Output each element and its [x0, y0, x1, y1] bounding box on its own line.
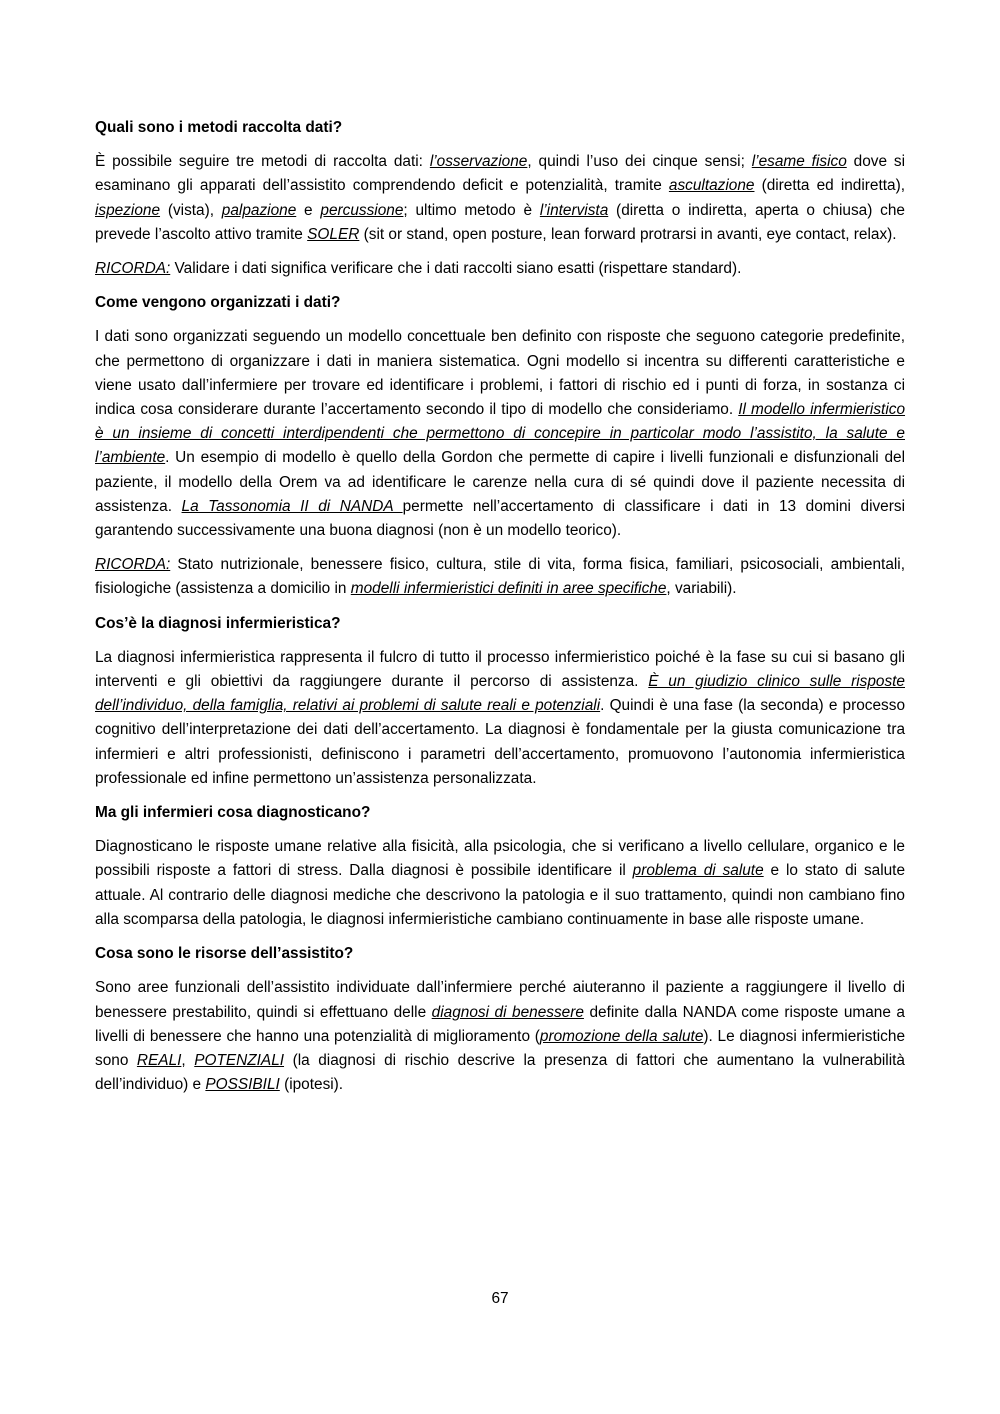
text-run: ). Le diagnosi infermieristiche sono — [95, 1027, 906, 1069]
text-run: , — [181, 1051, 195, 1069]
emphasized-text: palpazione — [221, 201, 297, 219]
section-heading: Ma gli infermieri cosa diagnosticano? — [95, 804, 371, 822]
text-run: (diretta o indiretta, aperta o chiusa) che prevede l’ascolto attivo tramite — [95, 201, 905, 243]
text-run: Validare i dati significa verificare che i dati raccolti siano esatti (rispettare standard). — [170, 260, 742, 278]
text-run: (sit or stand, open posture, lean forward protrarsi in avanti, eye contact, relax). — [359, 225, 897, 243]
emphasized-text: ispezione — [95, 201, 161, 219]
paragraph — [95, 646, 905, 791]
text-run: (ipotesi). — [279, 1076, 344, 1094]
document-body — [95, 116, 905, 1107]
emphasized-text: RICORDA: — [95, 556, 171, 574]
emphasized-text: POSSIBILI — [205, 1076, 280, 1094]
text-run: , variabili). — [666, 580, 737, 598]
text-run: . Un esempio di modello è quello della Gordon che permette di capire i livelli funzionali e disfunzionali del paziente, il modello della Orem va ad identificare le carenze nella cura di sé quindi dove il paziente necessita di assistenza. — [95, 449, 905, 515]
emphasized-text: POTENZIALI — [194, 1051, 285, 1069]
text-run: permette nell’accertamento di classificare i dati in 13 domini diversi garantendo successivamente una buona diagnosi (non è un modello teorico). — [95, 497, 905, 540]
emphasized-text: modelli infermieristici definiti in aree specifiche — [350, 580, 667, 598]
section-heading: Come vengono organizzati i dati? — [95, 294, 341, 312]
text-run: Diagnosticano le risposte umane relative alla fisicità, alla psicologia, che si verificano a livello cellulare, organico e le possibili risposte a fattori di stress. Dalla diagnosi è possibile identificare il — [95, 838, 905, 880]
text-run: (diretta ed indiretta), — [754, 177, 905, 195]
text-run: (vista), — [160, 201, 222, 219]
paragraph — [95, 257, 905, 281]
section-heading: Cos’è la diagnosi infermieristica? — [95, 614, 341, 632]
emphasized-text: ascultazione — [668, 177, 755, 195]
emphasized-text: l’osservazione — [429, 153, 528, 171]
emphasized-text: Il modello infermieristico è un insieme di concetti interdipendenti che permettono di concepire in particolar modo l’assistito, la salute e l’ambiente — [95, 401, 906, 467]
emphasized-text: l’esame fisico — [751, 153, 847, 171]
text-run: È possibile seguire tre metodi di raccolta dati: — [95, 153, 430, 171]
text-run: I dati sono organizzati seguendo un modello concettuale ben definito con risposte che seguono categorie predefinite, che permettono di organizzare i dati in maniera sistematica. Ogni modello si incentra su differenti caratteristiche e viene usato dall’infermiere per trovare ed identificare i problemi, i fattori di rischio ed i punti di forza, in sostanza ci indica cosa considerare durante l’accertamento secondo il tipo di modello che consideriamo. — [95, 328, 905, 419]
emphasized-text: RICORDA: — [95, 260, 171, 278]
text-run: . Quindi è una fase (la seconda) e processo cognitivo dell’interpretazione dei dati dell’accertamento. La diagnosi è fondamentale per la giusta comunicazione tra infermieri e altri professionisti, definiscono i parametri dell’accertamento, promuovono l’autonomia infermieristica professionale ed infine permettono un’assistenza personalizzata. — [95, 697, 905, 787]
emphasized-text: promozione della salute — [539, 1027, 704, 1045]
text-run: , quindi l’uso dei cinque sensi; — [527, 153, 752, 171]
emphasized-text: È un giudizio clinico sulle risposte dell’individuo, della famiglia, relativi ai problemi di salute reali e potenziali — [95, 673, 905, 715]
text-run: Stato nutrizionale, benessere fisico, cultura, stile di vita, forma fisica, familiari, psicosociali, ambientali, fisiologiche (assistenza a domicilio in — [95, 556, 905, 598]
page-number: 67 — [491, 1290, 509, 1307]
text-run: definite dalla NANDA come risposte umane a livelli di benessere che hanno una potenzialità di miglioramento ( — [95, 1003, 905, 1045]
text-run: e — [296, 201, 321, 219]
section-heading: Quali sono i metodi raccolta dati? — [95, 119, 343, 136]
text-run: Sono aree funzionali dell’assistito individuate dall’infermiere perché aiuteranno il paziente a raggiungere il livello di benessere prestabilito, quindi si effettuano delle — [95, 979, 905, 1021]
paragraph — [95, 150, 905, 247]
text-run: La diagnosi infermieristica rappresenta il fulcro di tutto il processo infermieristico poiché è la fase su cui si basano gli interventi e gli obiettivi da raggiungere durante il percorso di assistenza. — [95, 648, 905, 691]
emphasized-text: diagnosi di benessere — [431, 1003, 584, 1021]
paragraph — [95, 835, 905, 932]
emphasized-text: REALI — [136, 1051, 182, 1069]
paragraph — [95, 553, 905, 601]
paragraph — [95, 976, 905, 1097]
section-heading: Cosa sono le risorse dell’assistito? — [95, 945, 354, 963]
paragraph — [95, 325, 905, 543]
text-run: (la diagnosi di rischio descrive la presenza di fattori che aumentano la vulnerabilità dell’individuo) e — [95, 1051, 905, 1094]
text-run: e lo stato di salute attuale. Al contrario delle diagnosi mediche che descrivono la patologia e il suo trattamento, quindi non cambiano fino alla scomparsa della patologia, le diagnosi infermieristiche cambiano continuamente in base alle risposte umane. — [95, 862, 906, 928]
emphasized-text: SOLER — [307, 225, 360, 243]
text-run: dove si esaminano gli apparati dell’assistito comprendendo deficit e potenzialità, tramite — [95, 153, 906, 195]
emphasized-text: percussione — [320, 201, 404, 219]
emphasized-text: problema di salute — [632, 862, 764, 880]
emphasized-text: l’intervista — [539, 201, 609, 219]
text-run: ; ultimo metodo è — [403, 201, 540, 219]
emphasized-text: La Tassonomia II di NANDA — [181, 497, 403, 515]
